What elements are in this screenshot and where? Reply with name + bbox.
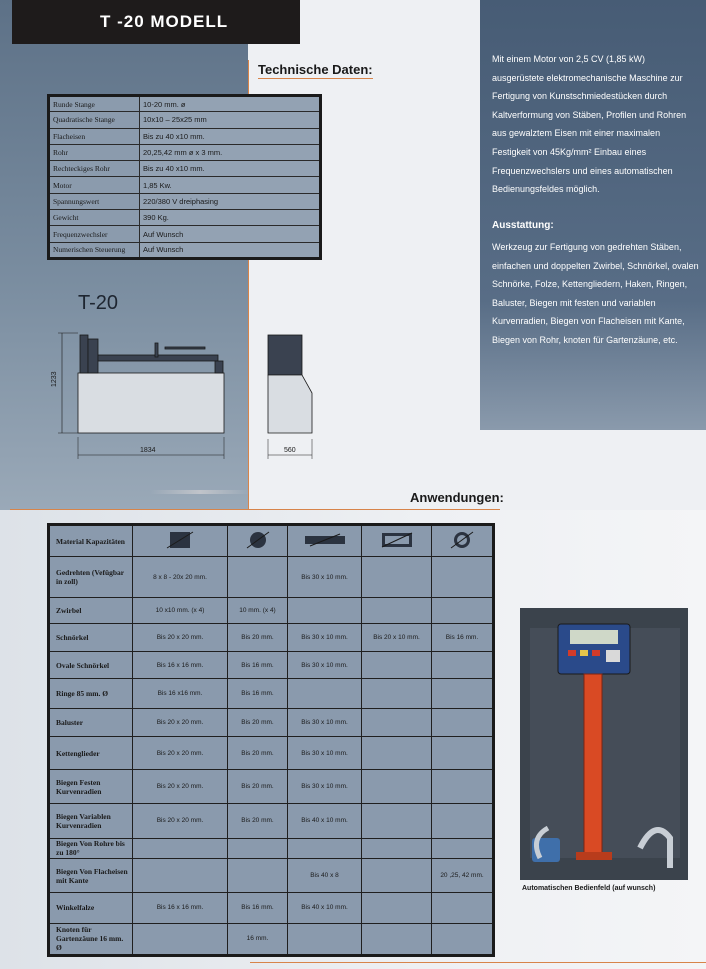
application-cell <box>288 597 362 623</box>
application-cell <box>133 858 228 892</box>
height-dim: 1233 <box>51 371 58 387</box>
application-label: Ovale Schnörkel <box>49 652 133 678</box>
divider-bottom <box>250 962 706 963</box>
application-row <box>49 709 494 737</box>
tech-data-heading: Technische Daten: <box>258 62 373 77</box>
application-row <box>49 597 494 623</box>
ausstattung-text: Werkzeug zur Fertigung von gedrehten Stäben, einfachen und doppelten Zwirbel, Schnörkel, ovalen Schnörke, Folze, Kettengliedern, Haken, Ringen, Baluster, Biegen mit festen und variablen Kurvenradien, Biegen von Flacheisen mit Kante, Biegen von Rohr, knoten für Gartenzäune, etc. <box>492 242 699 345</box>
ausstattung-heading: Ausstattung: <box>492 220 554 231</box>
application-cell <box>432 923 494 955</box>
round-tube-column <box>432 525 494 557</box>
photo-caption: Automatischen Bedienfeld (auf wunsch) <box>522 885 656 892</box>
rect-tube-icon <box>376 531 418 549</box>
square-bar-column <box>133 525 228 557</box>
application-cell: Bis 30 x 10 mm. <box>288 769 362 803</box>
page-title: T -20 MODELL <box>12 0 300 44</box>
application-cell <box>432 838 494 858</box>
depth-dim: 560 <box>284 447 296 454</box>
applications-heading: Anwendungen: <box>410 490 504 505</box>
application-cell: Bis 30 x 10 mm. <box>288 557 362 597</box>
application-row <box>49 652 494 678</box>
application-cell <box>288 678 362 708</box>
application-cell: Bis 16 mm. <box>432 624 494 652</box>
tech-row <box>49 226 321 242</box>
application-cell: Bis 20 mm. <box>228 737 288 769</box>
tech-value: 1,85 Kw. <box>140 177 321 193</box>
tech-key: Frequenzwechsler <box>49 226 140 242</box>
tech-row <box>49 177 321 193</box>
application-cell: Bis 20 x 20 mm. <box>133 737 228 769</box>
rect-tube-column <box>362 525 432 557</box>
application-cell: Bis 16 mm. <box>228 893 288 923</box>
application-cell <box>362 557 432 597</box>
tech-value: 10x10 – 25x25 mm <box>140 112 321 128</box>
application-row <box>49 804 494 838</box>
application-cell: Bis 30 x 10 mm. <box>288 652 362 678</box>
application-cell: Bis 30 x 10 mm. <box>288 624 362 652</box>
application-cell <box>432 769 494 803</box>
application-label: Biegen Variablen Kurvenradien <box>49 804 133 838</box>
application-cell <box>362 858 432 892</box>
application-cell <box>362 838 432 858</box>
application-label: Baluster <box>49 709 133 737</box>
application-cell <box>228 838 288 858</box>
side-view <box>268 335 312 433</box>
tech-value: Auf Wunsch <box>140 242 321 258</box>
tech-row <box>49 242 321 258</box>
control-panel-illustration <box>520 608 688 880</box>
tech-key: Rechteckiges Rohr <box>49 161 140 177</box>
tech-row <box>49 112 321 128</box>
material-header: Material Kapazitäten <box>49 525 133 557</box>
tech-data-table <box>47 94 322 260</box>
tech-key: Numerischen Steuerung <box>49 242 140 258</box>
application-row <box>49 769 494 803</box>
flat-bar-icon <box>304 531 346 549</box>
application-cell: 8 x 8 - 20x 20 mm. <box>133 557 228 597</box>
application-cell <box>133 838 228 858</box>
application-cell: Bis 20 x 20 mm. <box>133 709 228 737</box>
application-row <box>49 624 494 652</box>
application-label: Gedrehten (Vefügbar in zoll) <box>49 557 133 597</box>
application-cell: Bis 16 mm. <box>228 652 288 678</box>
application-cell <box>432 597 494 623</box>
application-cell: Bis 20 x 20 mm. <box>133 624 228 652</box>
application-cell <box>432 804 494 838</box>
tech-row <box>49 210 321 226</box>
application-row <box>49 838 494 858</box>
application-label: Kettenglieder <box>49 737 133 769</box>
application-label: Ringe 85 mm. Ø <box>49 678 133 708</box>
front-view <box>78 335 224 433</box>
application-cell: Bis 40 x 8 <box>288 858 362 892</box>
application-row <box>49 858 494 892</box>
application-cell <box>362 737 432 769</box>
tech-key: Runde Stange <box>49 96 140 112</box>
application-cell: Bis 20 mm. <box>228 769 288 803</box>
tech-key: Gewicht <box>49 210 140 226</box>
tech-key: Spannungswert <box>49 193 140 209</box>
application-cell <box>432 678 494 708</box>
tech-value: 220/380 V dreiphasing <box>140 193 321 209</box>
application-row <box>49 893 494 923</box>
square-bar-icon <box>159 531 201 549</box>
tech-row <box>49 161 321 177</box>
tech-value: Bis zu 40 x10 mm. <box>140 161 321 177</box>
tech-key: Rohr <box>49 144 140 160</box>
application-cell <box>362 597 432 623</box>
application-cell: Bis 30 x 10 mm. <box>288 709 362 737</box>
application-cell: Bis 20 x 10 mm. <box>362 624 432 652</box>
application-cell <box>362 678 432 708</box>
application-cell <box>362 769 432 803</box>
model-label: T-20 <box>78 292 119 314</box>
tech-row <box>49 128 321 144</box>
application-cell: Bis 20 mm. <box>228 624 288 652</box>
application-cell <box>432 893 494 923</box>
tech-value: 10-20 mm. ø <box>140 96 321 112</box>
application-label: Biegen Festen Kurvenradien <box>49 769 133 803</box>
application-cell: Bis 30 x 10 mm. <box>288 737 362 769</box>
application-cell: 10 x10 mm. (x 4) <box>133 597 228 623</box>
application-cell: Bis 20 mm. <box>228 709 288 737</box>
application-cell: Bis 16 x 16 mm. <box>133 893 228 923</box>
application-cell: Bis 16 x 16 mm. <box>133 652 228 678</box>
application-cell <box>228 858 288 892</box>
application-label: Schnörkel <box>49 624 133 652</box>
round-tube-icon <box>441 531 483 549</box>
application-cell <box>362 652 432 678</box>
tech-row <box>49 144 321 160</box>
application-cell <box>362 893 432 923</box>
application-row <box>49 678 494 708</box>
application-cell <box>288 838 362 858</box>
application-label: Knoten für Gartenzäune 16 mm. Ø <box>49 923 133 955</box>
application-label: Biegen Von Flacheisen mit Kante <box>49 858 133 892</box>
tech-value: 20,25,42 mm ø x 3 mm. <box>140 144 321 160</box>
application-row <box>49 923 494 955</box>
application-cell <box>362 804 432 838</box>
application-cell: 20 ,25, 42 mm. <box>432 858 494 892</box>
flat-bar-column <box>288 525 362 557</box>
tech-key: Quadratische Stange <box>49 112 140 128</box>
application-row <box>49 557 494 597</box>
application-cell: Bis 20 x 20 mm. <box>133 769 228 803</box>
application-cell <box>432 652 494 678</box>
application-cell <box>228 557 288 597</box>
application-cell: Bis 16 x16 mm. <box>133 678 228 708</box>
application-cell <box>362 923 432 955</box>
machine-drawing <box>50 325 330 465</box>
applications-table <box>47 523 495 957</box>
tech-row <box>49 193 321 209</box>
application-cell <box>432 737 494 769</box>
width-dim: 1834 <box>140 447 156 454</box>
application-cell <box>432 557 494 597</box>
application-cell <box>362 709 432 737</box>
divider-horizontal <box>10 509 500 510</box>
round-bar-column <box>228 525 288 557</box>
application-label: Zwirbel <box>49 597 133 623</box>
application-cell: Bis 20 mm. <box>228 804 288 838</box>
control-panel-photo <box>520 608 688 880</box>
application-label: Winkelfalze <box>49 893 133 923</box>
application-cell: 10 mm. (x 4) <box>228 597 288 623</box>
application-cell <box>432 709 494 737</box>
application-cell: Bis 20 x 20 mm. <box>133 804 228 838</box>
application-cell <box>133 923 228 955</box>
smudge <box>150 490 250 494</box>
tech-key: Flacheisen <box>49 128 140 144</box>
round-bar-icon <box>237 531 279 549</box>
application-cell: Bis 16 mm. <box>228 678 288 708</box>
tech-key: Motor <box>49 177 140 193</box>
application-row <box>49 737 494 769</box>
tech-value: Auf Wunsch <box>140 226 321 242</box>
applications-header-row <box>49 525 494 557</box>
application-cell <box>288 923 362 955</box>
tech-value: 390 Kg. <box>140 210 321 226</box>
machine-description: Mit einem Motor von 2,5 CV (1,85 kW) ausgerüstete elektromechanische Maschine zur Fertigung von Kunstschmiedestücken durch Kaltverformung von Stäben, Profilen und Rohren aus gewalztem Eisen mit einer maximalen Festigkeit von 45Kg/mm² Einbau eines Frequenzwechslers und eines automatischen Bedienungsfeldes möglich. <box>492 54 687 195</box>
tech-value: Bis zu 40 x10 mm. <box>140 128 321 144</box>
application-cell: 16 mm. <box>228 923 288 955</box>
application-cell: Bis 40 x 10 mm. <box>288 804 362 838</box>
tech-row <box>49 96 321 112</box>
application-label: Biegen Von Rohre bis zu 180° <box>49 838 133 858</box>
application-cell: Bis 40 x 10 mm. <box>288 893 362 923</box>
